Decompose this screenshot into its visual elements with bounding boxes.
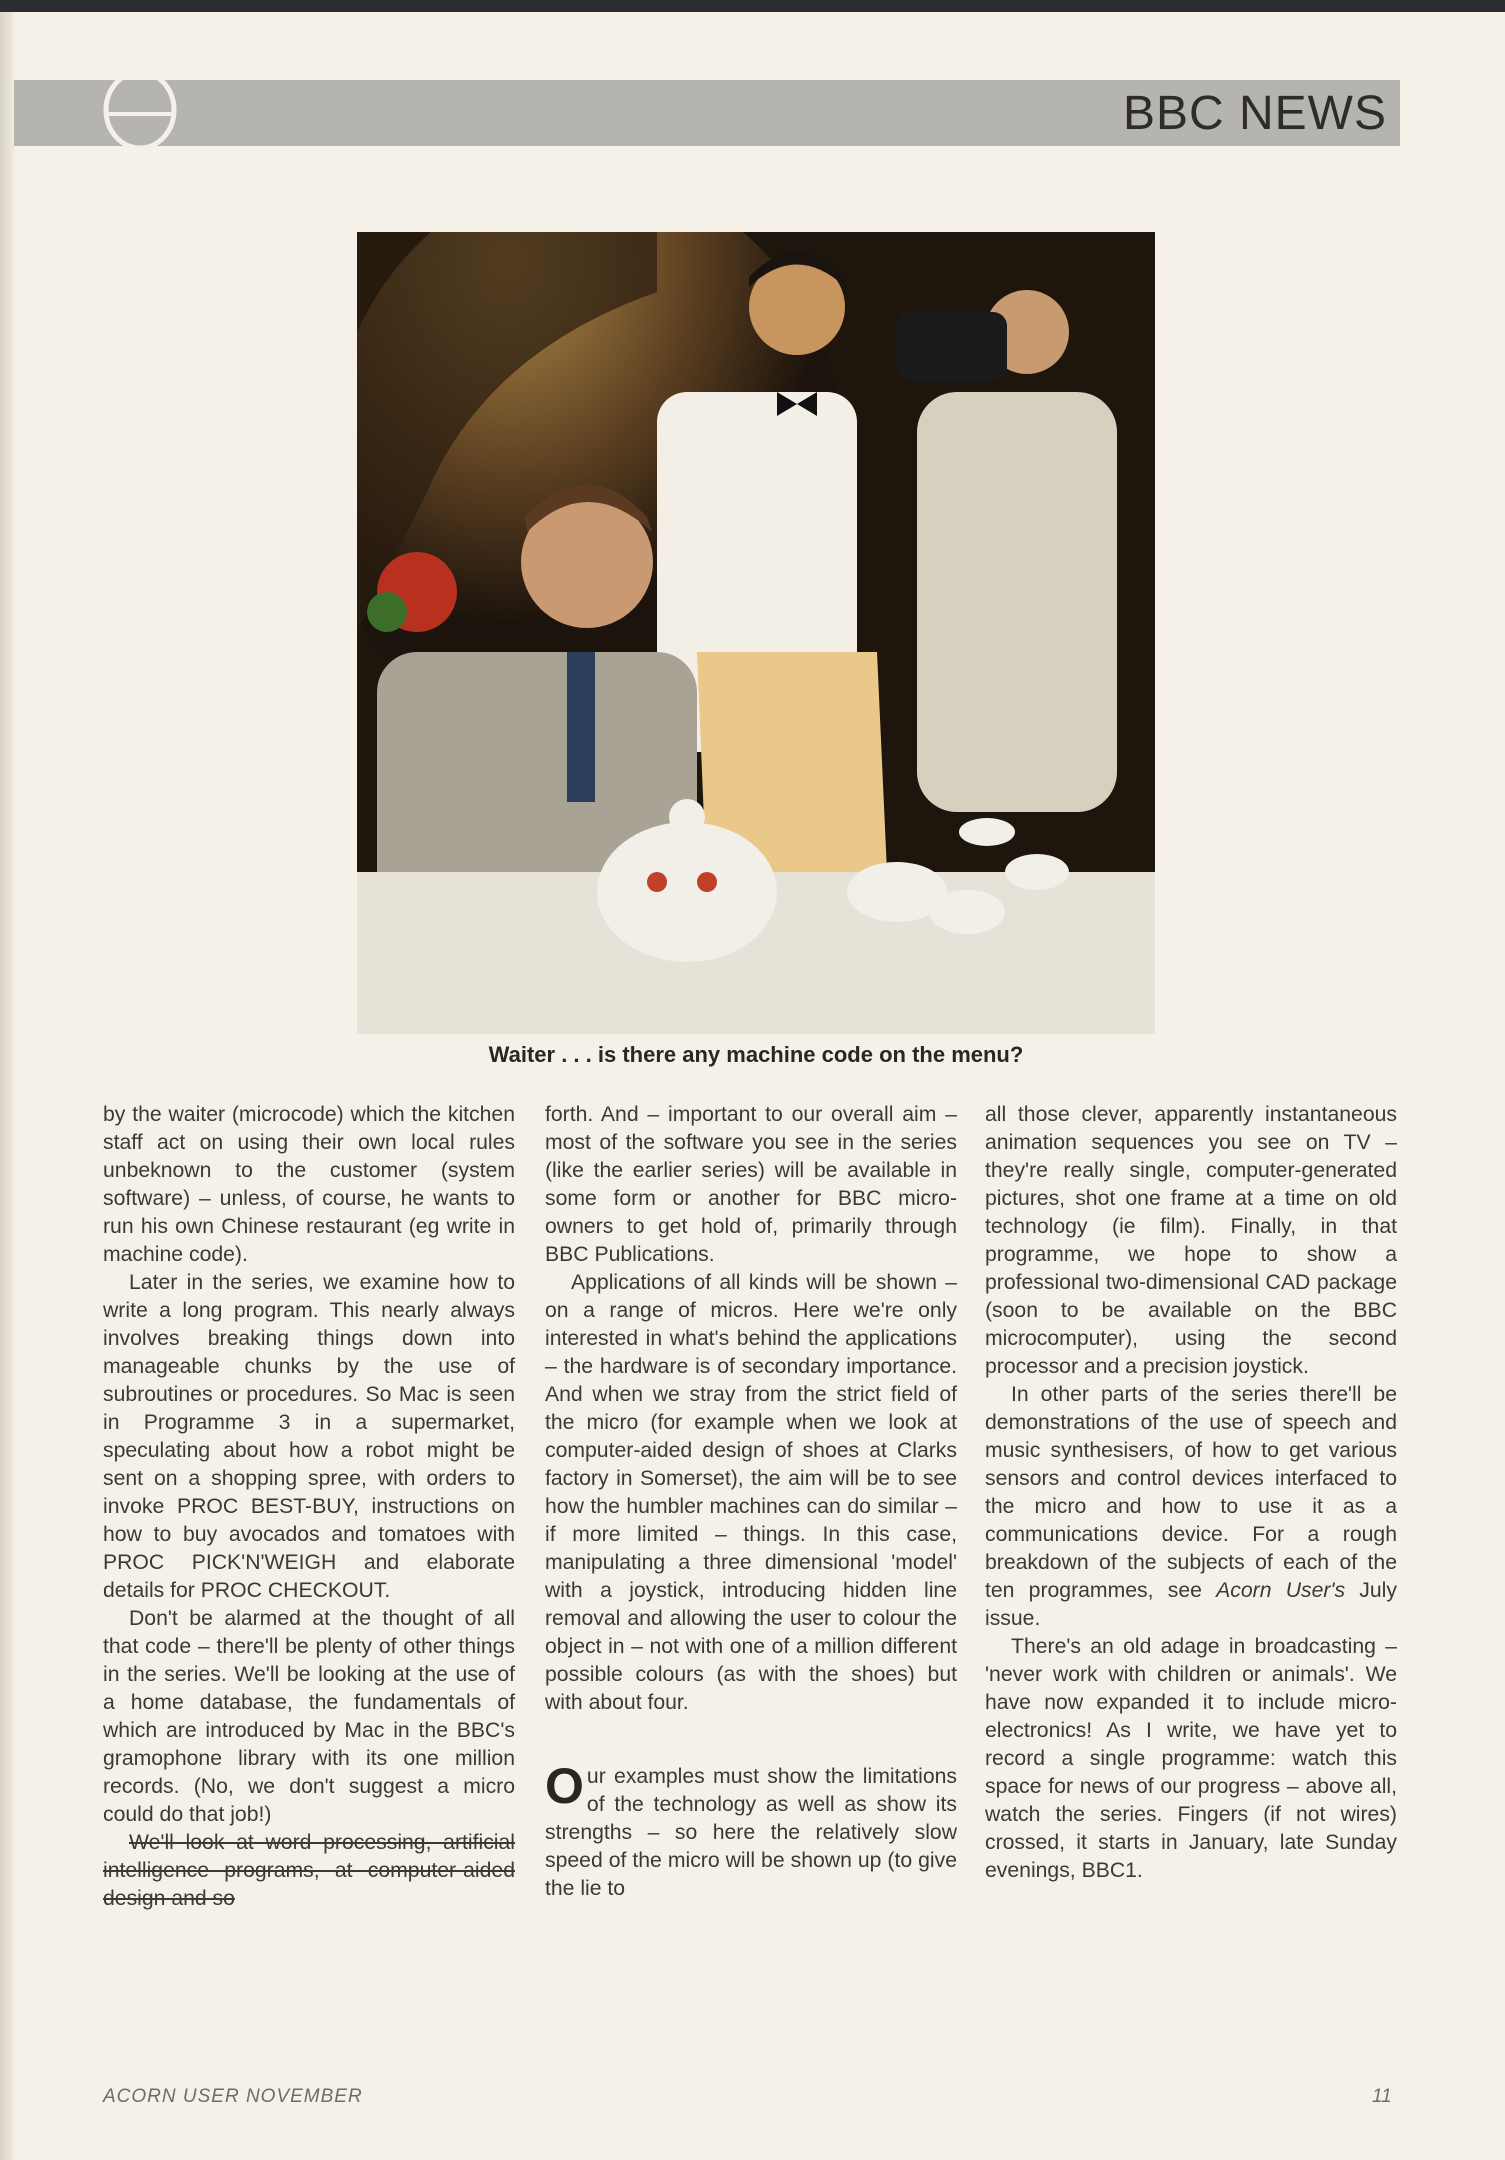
paragraph: [985, 1381, 1397, 1633]
article-column-2: [545, 1101, 957, 1903]
page-spine-shadow: [0, 12, 14, 2160]
paragraph: Applications of all kinds will be shown – on a range of micros. Here we're only interested in what's behind the applications – the hardware is of secondary importance. And when we stray from the strict field of the micro (for example when we look at computer-aided design of shoes at Clarks factory in Somerset), the aim will be to see how the humbler machines can do similar – if more limited – things. In this case, manipulating a three dimensional 'model' with a joystick, introducing hidden line removal and allowing the user to colour the object in – not with one of a million different possible colours (as with the shoes) but with about four.: [545, 1271, 957, 1714]
paragraph: by the waiter (microcode) which the kitchen staff act on using their own local rules unbeknown to the customer (system software) – unless, of course, he wants to run his own Chinese restaurant (eg write in machine code).: [103, 1103, 515, 1266]
article-column-1: [103, 1101, 515, 1913]
page-number: 11: [1372, 2086, 1392, 2107]
photo-caption: Waiter . . . is there any machine code on the menu?: [488, 1042, 1024, 1067]
paragraph-text: July issue.: [985, 1579, 1397, 1630]
paragraph: Later in the series, we examine how to write a long program. This nearly always involves breaking things down into manageable chunks by the use of subroutines or procedures. So Mac is seen in Programme 3 in a supermarket, speculating about how a robot might be sent on a shopping spree, with orders to invoke PROC BEST-BUY, instructions on how to buy avocados and tomatoes with PROC PICK'N'WEIGH and elaborate details for PROC CHECKOUT.: [103, 1271, 515, 1602]
paragraph-text: ur examples must show the limitations of the technology as well as show its strengths – so here the relatively slow speed of the micro will be shown up (to give the lie to: [545, 1765, 957, 1900]
article-column-3: [985, 1101, 1397, 1885]
paragraph-text: In other parts of the series there'll be demonstrations of the use of speech and music synthesisers, of how to get various sensors and control devices interfaced to the micro and how to use it as a communications device. For a rough breakdown of the subjects of each of the ten programmes, see: [985, 1383, 1397, 1602]
drop-cap: O: [545, 1758, 584, 1814]
acorn-q-logo-icon: [100, 62, 180, 172]
restaurant-photo-image: [357, 232, 1155, 1034]
section-title: BBC NEWS: [1122, 87, 1387, 140]
paragraph-struck: We'll look at word processing, artificial intelligence programs, at computer-aided design and so: [103, 1831, 515, 1910]
paragraph: There's an old adage in broadcasting – 'never work with children or animals'. We have now expanded it to include micro-electronics! As I write, we have yet to record a single programme: watch this space for news of our progress – above all, watch the series. Fingers (if not wires) crossed, it starts in January, late Sunday evenings, BBC1.: [985, 1635, 1397, 1882]
paragraph: forth. And – important to our overall aim – most of the software you see in the series (like the earlier series) will be available in some form or another for BBC micro-owners to get hold of, primarily through BBC Publications.: [545, 1103, 957, 1266]
paragraph: all those clever, apparently instantaneous animation sequences you see on TV – they're really single, computer-generated pictures, shot one frame at a time on old technology (ie film). Finally, in that programme, we hope to show a professional two-dimensional CAD package (soon to be available on the BBC microcomputer), using the second processor and a precision joystick.: [985, 1103, 1397, 1378]
magazine-title: Acorn User's: [1216, 1579, 1346, 1602]
paragraph-dropcap: [545, 1758, 957, 1903]
top-edge-bar: [0, 0, 1505, 12]
paragraph: Don't be alarmed at the thought of all that code – there'll be plenty of other things in the series. We'll be looking at the use of a home database, the fundamentals of which are introduced by Mac in the BBC's gramophone library with its one million records. (No, we don't suggest a micro could do that job!): [103, 1607, 515, 1826]
footer-publication: ACORN USER NOVEMBER: [103, 2086, 363, 2107]
